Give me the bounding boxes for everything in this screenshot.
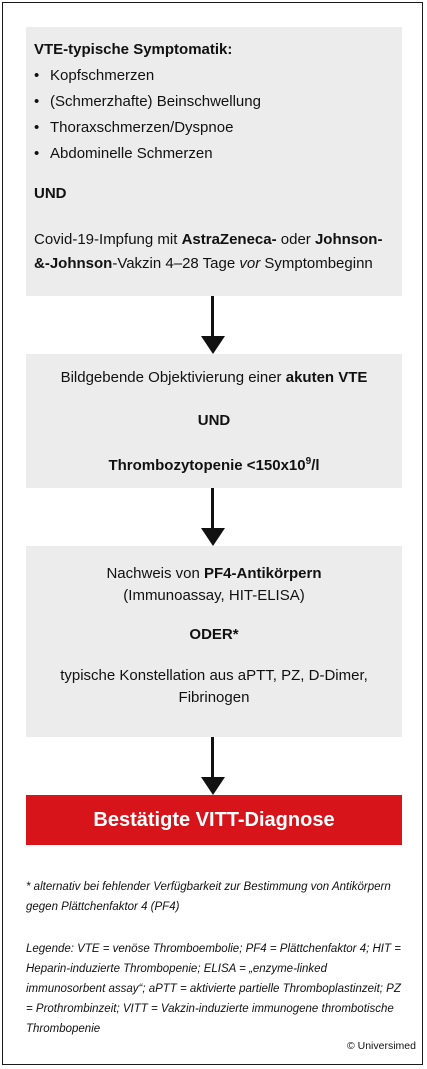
und-connector: UND	[197, 412, 231, 429]
antibody-box	[26, 546, 402, 737]
symptom-item: • (Schmerzhafte) Beinschwellung	[34, 93, 261, 110]
bullet-icon: •	[34, 119, 40, 136]
symptoms-box	[26, 27, 402, 296]
symptom-item: • Thoraxschmerzen/Dyspnoe	[34, 119, 234, 136]
bullet-icon: •	[34, 67, 40, 84]
thrombocytopenia-criterion: Thrombozytopenie $<150x10^9/l$	[108, 456, 320, 474]
copyright: © Universimed	[346, 1040, 416, 1052]
vaccination-criterion: Covid-19-Impfung mit AstraZeneca- oder Johnson-&-Johnson-Vakzin 4–28 Tage vor Symptombeginn	[34, 231, 383, 272]
oder-connector: ODER*	[189, 626, 239, 643]
confirmed-diagnosis-box: Bestätigte VITT-Diagnose	[26, 795, 402, 845]
down-arrow-icon	[201, 296, 225, 354]
bullet-icon: •	[34, 93, 40, 110]
bullet-icon: •	[34, 145, 40, 162]
pf4-criterion: Nachweis von PF4-Antikörpern	[106, 565, 322, 582]
symptoms-title: VTE-typische Symptomatik:	[34, 41, 233, 58]
footnote: * alternativ bei fehlender Verfügbarkeit zur Bestimmung von Antikörpern gegen Plättchenfaktor 4 (PF4)	[26, 881, 391, 913]
symptom-list	[34, 67, 394, 163]
imaging-box	[26, 354, 402, 488]
und-connector: UND	[34, 185, 67, 202]
symptom-item: • Kopfschmerzen	[34, 67, 155, 84]
lab-constellation: typische Konstellation aus aPTT, PZ, D-Dimer,	[60, 667, 368, 684]
symptom-item: • Abdominelle Schmerzen	[34, 145, 213, 162]
imaging-criterion: Bildgebende Objektivierung einer akuten VTE	[60, 369, 368, 386]
assay-note: (Immunoassay, HIT-ELISA)	[123, 587, 305, 604]
legend: Legende: VTE = venöse Thromboembolie; PF4 = Plättchenfaktor 4; HIT = Heparin-induzierte Thrombopenie; ELISA = „enzyme-linked immunosorbent assay“; aPTT = aktivierte partielle Thromboplastinzeit; PZ = Prothrombinzeit; VITT = Vakzin-induzierte immunogene thrombotische Thrombopenie	[26, 943, 401, 1035]
down-arrow-icon	[201, 488, 225, 546]
lab-constellation-cont: Fibrinogen	[178, 689, 250, 706]
down-arrow-icon	[201, 737, 225, 795]
